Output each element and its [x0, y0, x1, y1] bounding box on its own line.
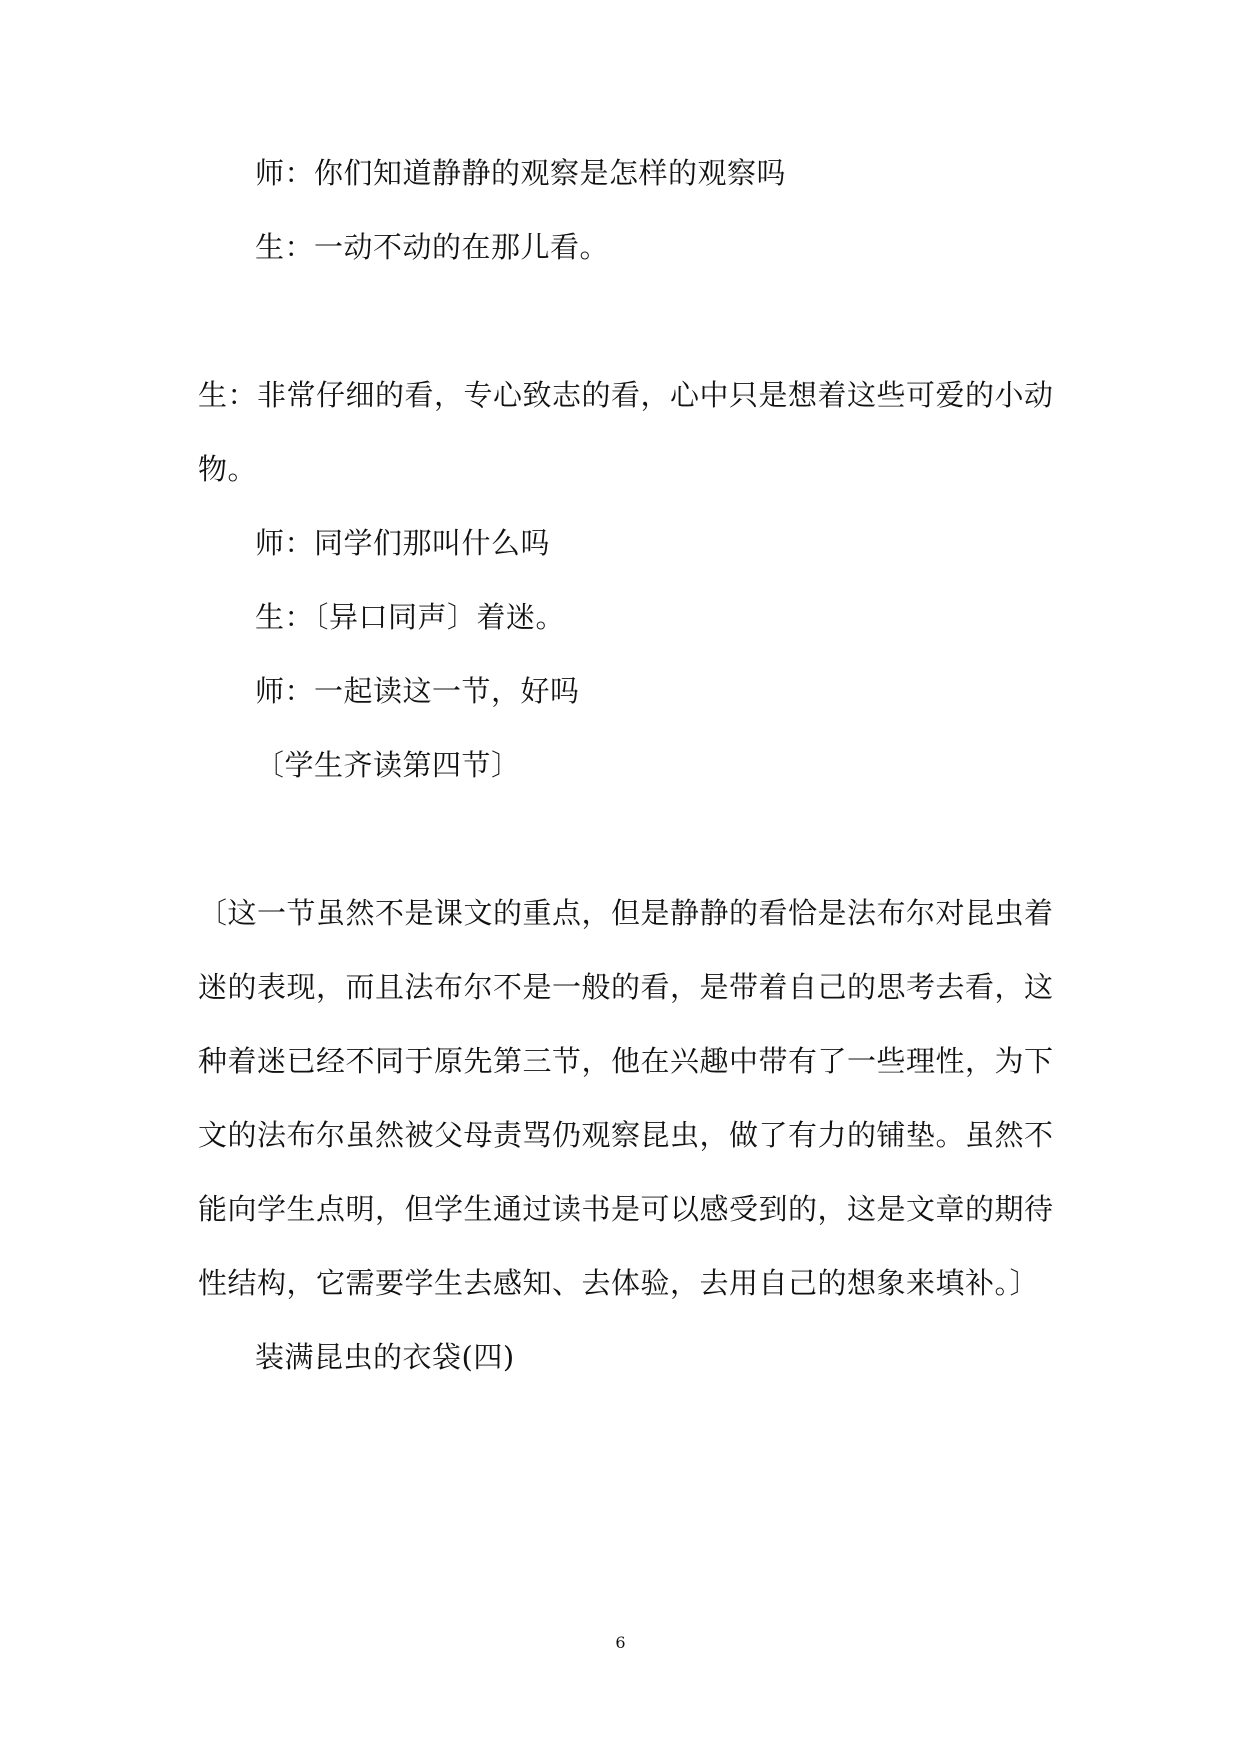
commentary-line-2: 迷的表现，而且法布尔不是一般的看，是带着自己的思考去看，这: [198, 970, 1054, 1004]
dialogue-line-teacher-question-2: 师：同学们那叫什么吗: [255, 526, 551, 560]
commentary-line-4: 文的法布尔虽然被父母责骂仍观察昆虫，做了有力的铺垫。虽然不: [198, 1118, 1054, 1152]
dialogue-line-continuation: 物。: [198, 452, 258, 486]
dialogue-line-teacher-prompt: 师：一起读这一节，好吗: [255, 674, 580, 708]
commentary-line-1: 〔这一节虽然不是课文的重点，但是静静的看恰是法布尔对昆虫着: [198, 896, 1054, 930]
dialogue-line-teacher-question: 师：你们知道静静的观察是怎样的观察吗: [255, 156, 787, 190]
section-heading: 装满昆虫的衣袋(四): [255, 1340, 515, 1374]
commentary-line-6: 性结构，它需要学生去感知、去体验，去用自己的想象来填补。〕: [198, 1266, 1040, 1300]
dialogue-line-student-answer-3: 生：〔异口同声〕着迷。: [255, 600, 566, 634]
stage-direction: 〔学生齐读第四节〕: [255, 748, 521, 782]
commentary-line-3: 种着迷已经不同于原先第三节，他在兴趣中带有了一些理性，为下: [198, 1044, 1054, 1078]
commentary-line-5: 能向学生点明，但学生通过读书是可以感受到的，这是文章的期待: [198, 1192, 1054, 1226]
page-number: 6: [615, 1633, 626, 1652]
dialogue-line-student-answer: 生：一动不动的在那儿看。: [255, 230, 610, 264]
dialogue-line-student-answer-2: 生：非常仔细的看，专心致志的看，心中只是想着这些可爱的小动: [198, 378, 1054, 412]
